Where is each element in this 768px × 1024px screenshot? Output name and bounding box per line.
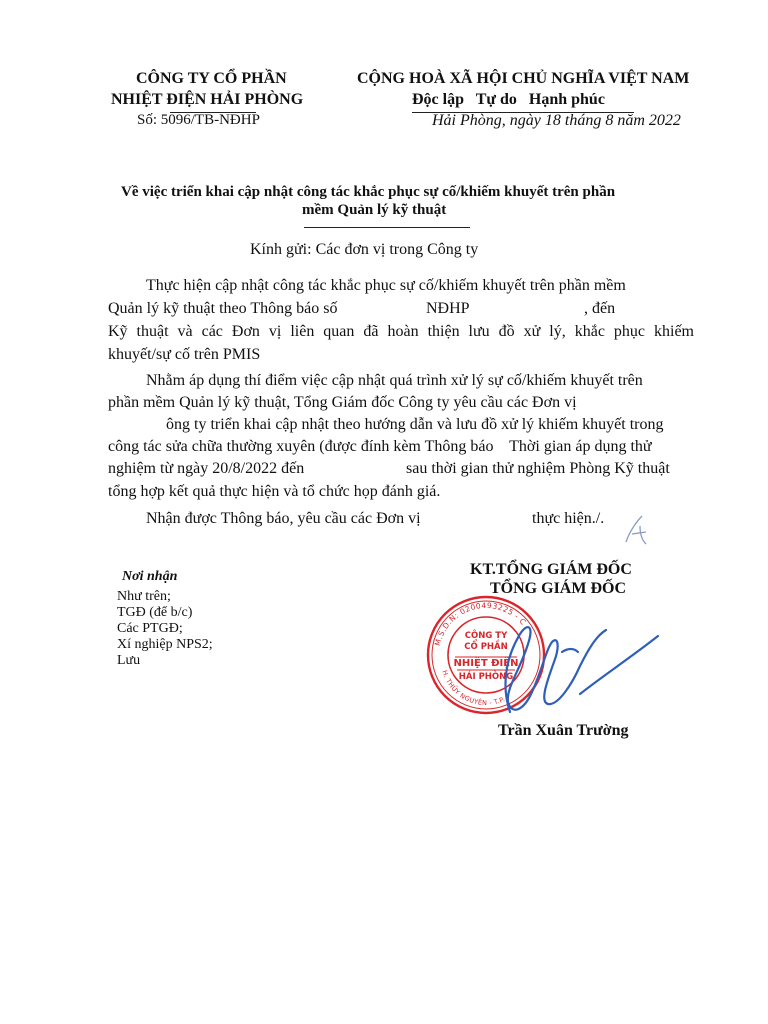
company-name-line1: CÔNG TY CỔ PHẦN: [136, 70, 287, 87]
body-p2-line6: tổng hợp kết quả thực hiện và tổ chức họp đánh giá.: [108, 483, 441, 500]
recipient-item: Như trên;: [117, 589, 171, 604]
handwritten-signature: [480, 592, 680, 737]
body-p2-line4: công tác sửa chữa thường xuyên (được đính kèm Thông báo Thời gian áp dụng thử: [108, 438, 652, 455]
subject-underline: [304, 227, 470, 228]
subject-line2: mềm Quản lý kỹ thuật: [302, 202, 447, 218]
svg-text:M.S.D.N: 0200493225 - C: M.S.D.N: 0200493225 - C: [432, 600, 528, 647]
body-p2-line3: ông ty triển khai cập nhật theo hướng dẫn và lưu đồ xử lý khiếm khuyết trong: [166, 416, 664, 433]
document-number: Số: 5096/TB-NĐHP: [137, 112, 260, 128]
svg-text:NHIỆT ĐIỆN: NHIỆT ĐIỆN: [453, 658, 519, 669]
svg-text:HẢI PHÒNG: HẢI PHÒNG: [458, 672, 514, 682]
body-p1-line2: Quản lý kỹ thuật theo Thông báo số NĐHP , đến: [108, 300, 616, 317]
recipients-title: Nơi nhận: [122, 569, 178, 584]
recipient-item: TGĐ (để b/c): [117, 605, 193, 620]
signer-name: Trần Xuân Trường: [498, 722, 629, 739]
body-p1-line1: Thực hiện cập nhật công tác khắc phục sự cố/khiếm khuyết trên phần mềm: [146, 277, 626, 294]
body-p2-line2: phần mềm Quản lý kỹ thuật, Tổng Giám đốc Công ty yêu cầu các Đơn vị: [108, 394, 577, 411]
signer-role-2: TỔNG GIÁM ĐỐC: [490, 580, 626, 597]
initial-mark: [620, 512, 650, 548]
recipient-item: Các PTGĐ;: [117, 621, 183, 636]
recipient-item: Xí nghiệp NPS2;: [117, 637, 213, 652]
svg-text:CỔ PHẦN: CỔ PHẦN: [464, 642, 508, 652]
svg-text:H. THỦY NGUYÊN - T.P.: H. THỦY NGUYÊN - T.P.: [440, 669, 507, 708]
recipient-line: Kính gửi: Các đơn vị trong Công ty: [250, 241, 479, 258]
body-p3: Nhận được Thông báo, yêu cầu các Đơn vị thực hiện./.: [146, 510, 605, 527]
body-p1-line4: khuyết/sự cố trên PMIS: [108, 346, 261, 363]
body-p2-line1: Nhằm áp dụng thí điểm việc cập nhật quá trình xử lý sự cố/khiếm khuyết trên: [146, 372, 643, 389]
national-motto: Độc lập Tự do Hạnh phúc: [412, 91, 605, 108]
place-date: Hải Phòng, ngày 18 tháng 8 năm 2022: [432, 112, 681, 129]
recipient-item: Lưu: [117, 653, 141, 668]
svg-text:CÔNG TY: CÔNG TY: [464, 631, 508, 641]
subject-line1: Về việc triển khai cập nhật công tác khắc phục sự cố/khiếm khuyết trên phần: [121, 184, 616, 200]
company-name-line2: NHIỆT ĐIỆN HẢI PHÒNG: [111, 91, 304, 108]
body-p1-line3: Kỹ thuật và các Đơn vị liên quan đã hoàn thiện lưu đồ xử lý, khắc phục khiếm: [108, 323, 694, 340]
body-p2-line5: nghiệm từ ngày 20/8/2022 đến sau thời gian thử nghiệm Phòng Kỹ thuật: [108, 460, 670, 477]
nation-title: CỘNG HOÀ XÃ HỘI CHỦ NGHĨA VIỆT NAM: [357, 70, 690, 87]
signer-role-1: KT.TỔNG GIÁM ĐỐC: [470, 561, 632, 578]
